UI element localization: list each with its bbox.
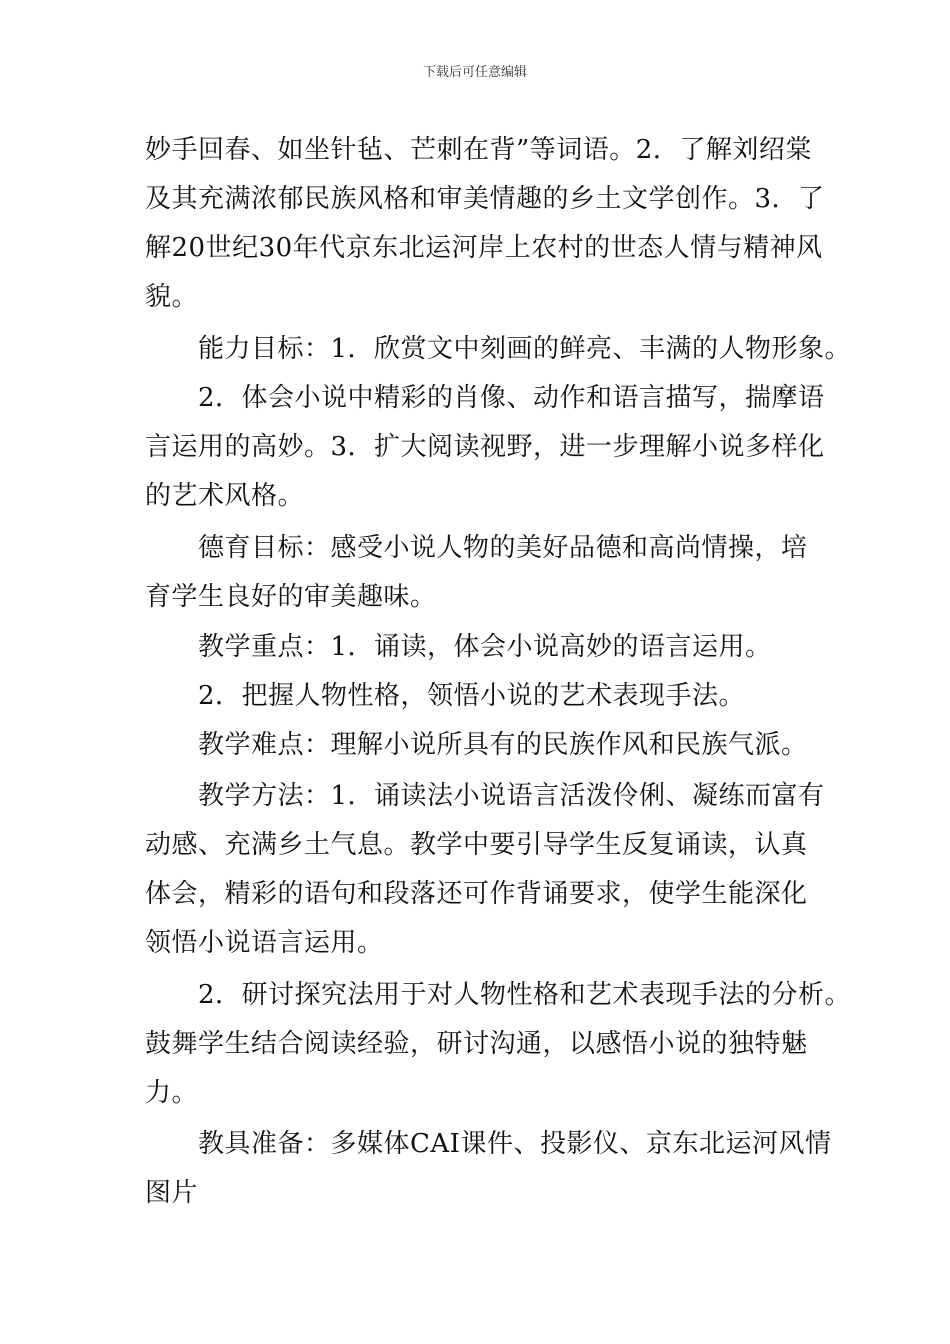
page-header-note: 下载后可任意编辑: [422, 65, 527, 80]
body-text-line: 动感、充满乡土气息。教学中要引导学生反复诵读，认真: [145, 830, 808, 860]
body-text-line: 的艺术风格。: [145, 481, 305, 511]
body-text-line: 2．研讨探究法用于对人物性格和艺术表现手法的分析。: [198, 980, 852, 1010]
teaching-focus-line: 教学重点：1．诵读，体会小说高妙的语言运用。: [198, 632, 772, 662]
body-text-line: 妙手回春、如坐针毡、芒刺在背”等词语。2．了解刘绍棠: [145, 135, 812, 165]
body-text-line: 体会，精彩的语句和段落还可作背诵要求，使学生能深化: [145, 879, 808, 909]
body-text-line: 育学生良好的审美趣味。: [145, 582, 437, 612]
body-text-line: 鼓舞学生结合阅读经验，研讨沟通，以感悟小说的独特魅: [145, 1029, 808, 1059]
ability-goal-line: 能力目标：1．欣赏文中刻画的鲜亮、丰满的人物形象。: [198, 334, 852, 364]
teaching-aids-line: 教具准备：多媒体CAI课件、投影仪、京东北运河风情: [198, 1129, 832, 1159]
teaching-difficulty-line: 教学难点：理解小说所具有的民族作风和民族气派。: [198, 730, 808, 760]
body-text-line: 及其充满浓郁民族风格和审美情趣的乡土文学创作。3．了: [145, 184, 825, 214]
body-text-line: 图片: [145, 1178, 199, 1208]
body-text-line: 2．体会小说中精彩的肖像、动作和语言描写，揣摩语: [198, 383, 825, 413]
body-text-line: 领悟小说语言运用。: [145, 928, 384, 958]
body-text-line: 2．把握人物性格，领悟小说的艺术表现手法。: [198, 681, 746, 711]
body-text-line: 言运用的高妙。3．扩大阅读视野，进一步理解小说多样化: [145, 432, 825, 462]
teaching-method-line: 教学方法：1．诵读法小说语言活泼伶俐、凝练而富有: [198, 781, 825, 811]
body-text-line: 力。: [145, 1078, 199, 1108]
body-text-line: 解20世纪30年代京东北运河岸上农村的世态人情与精神风: [145, 233, 823, 263]
body-text-line: 貌。: [145, 282, 199, 312]
moral-goal-line: 德育目标：感受小说人物的美好品德和高尚情操，培: [198, 533, 808, 563]
